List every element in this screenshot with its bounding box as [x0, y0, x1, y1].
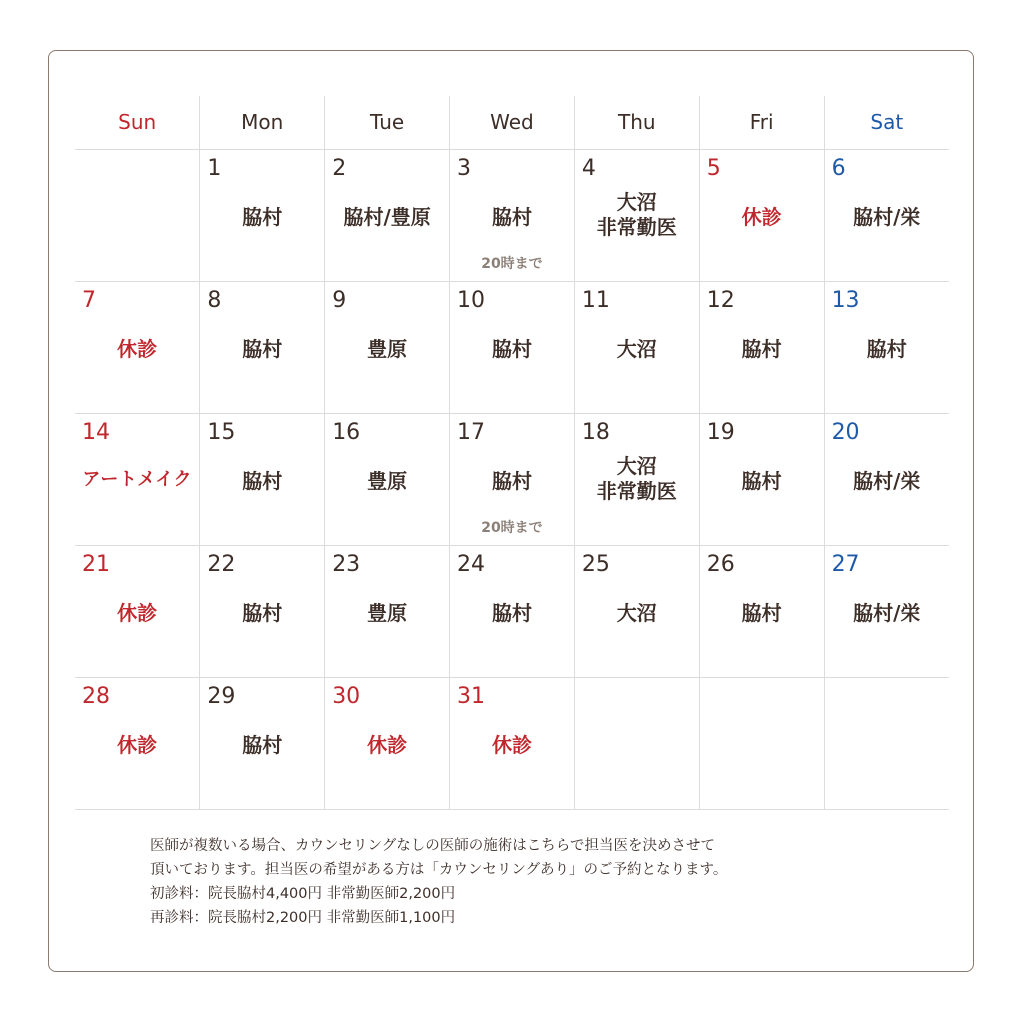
calendar-day-cell: [325, 413, 450, 545]
day-number: 25: [581, 551, 610, 577]
calendar-day-cell: [450, 545, 575, 677]
day-number: 18: [581, 419, 610, 445]
doctor-assignment: 脇村/栄: [853, 600, 921, 625]
calendar-day-cell: [824, 677, 949, 809]
day-number: 9: [332, 287, 347, 313]
calendar-day-cell: [699, 545, 824, 677]
doctor-assignment: 豊原: [367, 336, 408, 361]
day-number: 29: [207, 683, 236, 709]
calendar-day-cell: [699, 677, 824, 809]
doctor-assignment: 脇村: [491, 336, 532, 361]
calendar-day-cell: [824, 149, 949, 281]
doctor-assignment: 脇村: [491, 468, 532, 493]
calendar-day-cell: [699, 149, 824, 281]
note-line: 頂いております。担当医の希望がある方は「カウンセリングあり」のご予約となります。: [150, 862, 728, 878]
calendar-day-cell: [75, 281, 200, 413]
calendar-day-cell: [200, 149, 325, 281]
doctor-assignment: 脇村: [242, 204, 283, 229]
doctor-assignment: 豊原: [367, 468, 408, 493]
calendar-table: [75, 96, 949, 810]
day-number: 30: [332, 683, 361, 709]
calendar-week-row: [75, 413, 949, 545]
doctor-assignment: 脇村: [242, 336, 283, 361]
calendar-day-cell: [325, 677, 450, 809]
day-number: 2: [332, 155, 347, 181]
weekday-header-row: [75, 96, 949, 149]
closed-label: 休診: [117, 732, 158, 757]
weekday-sun: Sun: [75, 96, 200, 149]
closed-label: 休診: [367, 732, 408, 757]
day-number: 31: [457, 683, 486, 709]
doctor-assignment: 大沼: [616, 600, 657, 625]
calendar-day-cell: [574, 149, 699, 281]
calendar-day-cell: [824, 281, 949, 413]
weekday-tue: Tue: [325, 96, 450, 149]
day-number: 27: [831, 551, 860, 577]
calendar-day-cell: [75, 545, 200, 677]
day-number: 17: [457, 419, 486, 445]
doctor-assignment: 脇村: [242, 468, 283, 493]
calendar-day-cell: [699, 413, 824, 545]
day-number: 5: [706, 155, 721, 181]
day-number: 26: [706, 551, 735, 577]
day-number: 28: [82, 683, 110, 709]
day-number: 15: [207, 419, 236, 445]
calendar-day-cell: [325, 281, 450, 413]
closed-label: 休診: [491, 732, 532, 757]
day-number: 14: [82, 419, 110, 445]
doctor-assignment: 脇村: [741, 600, 782, 625]
calendar-day-cell: [200, 545, 325, 677]
doctor-assignment: 脇村: [491, 600, 532, 625]
day-number: 23: [332, 551, 361, 577]
calendar-day-cell: [75, 149, 200, 281]
doctor-assignment: 脇村: [866, 336, 907, 361]
calendar-day-cell: [574, 677, 699, 809]
closed-label: 休診: [117, 600, 158, 625]
day-number: 24: [457, 551, 486, 577]
calendar-day-cell: [200, 413, 325, 545]
day-number: 4: [581, 155, 596, 181]
calendar-day-cell: [574, 545, 699, 677]
day-number: 11: [581, 287, 610, 313]
doctor-assignment: 脇村: [741, 336, 782, 361]
weekday-mon: Mon: [200, 96, 325, 149]
calendar-day-cell: [200, 281, 325, 413]
day-number: 7: [82, 287, 96, 313]
doctor-assignment: 脇村: [242, 600, 283, 625]
doctor-assignment: 脇村: [242, 732, 283, 757]
doctor-assignment: 大沼 非常勤医: [596, 453, 677, 503]
doctor-assignment: アートメイク: [82, 468, 192, 490]
calendar-day-cell: [450, 149, 575, 281]
calendar-day-cell: [325, 149, 450, 281]
schedule-notes: [150, 834, 910, 930]
day-number: 3: [457, 155, 472, 181]
day-number: 1: [207, 155, 222, 181]
calendar-day-cell: [699, 281, 824, 413]
calendar-day-cell: [824, 545, 949, 677]
weekday-fri: Fri: [699, 96, 824, 149]
calendar-day-cell: [200, 677, 325, 809]
note-line: 医師が複数いる場合、カウンセリングなしの医師の施術はこちらで担当医を決めさせて: [150, 838, 716, 854]
doctor-assignment: 脇村/栄: [853, 468, 921, 493]
weekday-wed: Wed: [450, 96, 575, 149]
calendar-week-row: [75, 545, 949, 677]
closed-label: 休診: [117, 336, 158, 361]
closed-label: 休診: [741, 204, 782, 229]
doctor-assignment: 大沼 非常勤医: [596, 189, 677, 239]
day-number: 16: [332, 419, 361, 445]
doctor-assignment: 脇村: [491, 204, 532, 229]
day-number: 6: [831, 155, 846, 181]
day-number: 12: [706, 287, 735, 313]
day-number: 19: [706, 419, 735, 445]
calendar-day-cell: [450, 281, 575, 413]
calendar-body: [75, 149, 949, 809]
calendar-day-cell: [450, 413, 575, 545]
doctor-assignment: 大沼: [616, 336, 657, 361]
doctor-assignment: 脇村: [741, 468, 782, 493]
calendar-day-cell: [450, 677, 575, 809]
calendar-day-cell: [574, 413, 699, 545]
calendar-week-row: [75, 281, 949, 413]
hours-note: 20時まで: [481, 519, 543, 536]
weekday-sat: Sat: [824, 96, 949, 149]
doctor-assignment: 豊原: [367, 600, 408, 625]
doctor-assignment: 脇村/栄: [853, 204, 921, 229]
calendar-day-cell: [325, 545, 450, 677]
day-number: 13: [831, 287, 860, 313]
calendar-day-cell: [75, 413, 200, 545]
fee-first-visit: 初診料：院長脇村4,400円 非常勤医師2,200円: [150, 886, 456, 902]
day-number: 10: [457, 287, 486, 313]
calendar-day-cell: [824, 413, 949, 545]
day-number: 20: [831, 419, 860, 445]
fee-revisit: 再診料：院長脇村2,200円 非常勤医師1,100円: [150, 910, 456, 926]
calendar-day-cell: [75, 677, 200, 809]
doctor-assignment: 脇村/豊原: [343, 204, 431, 229]
day-number: 21: [82, 551, 110, 577]
day-number: 22: [207, 551, 236, 577]
calendar-day-cell: [574, 281, 699, 413]
day-number: 8: [207, 287, 222, 313]
hours-note: 20時まで: [481, 255, 543, 272]
weekday-thu: Thu: [574, 96, 699, 149]
calendar-week-row: [75, 149, 949, 281]
calendar-week-row: [75, 677, 949, 809]
